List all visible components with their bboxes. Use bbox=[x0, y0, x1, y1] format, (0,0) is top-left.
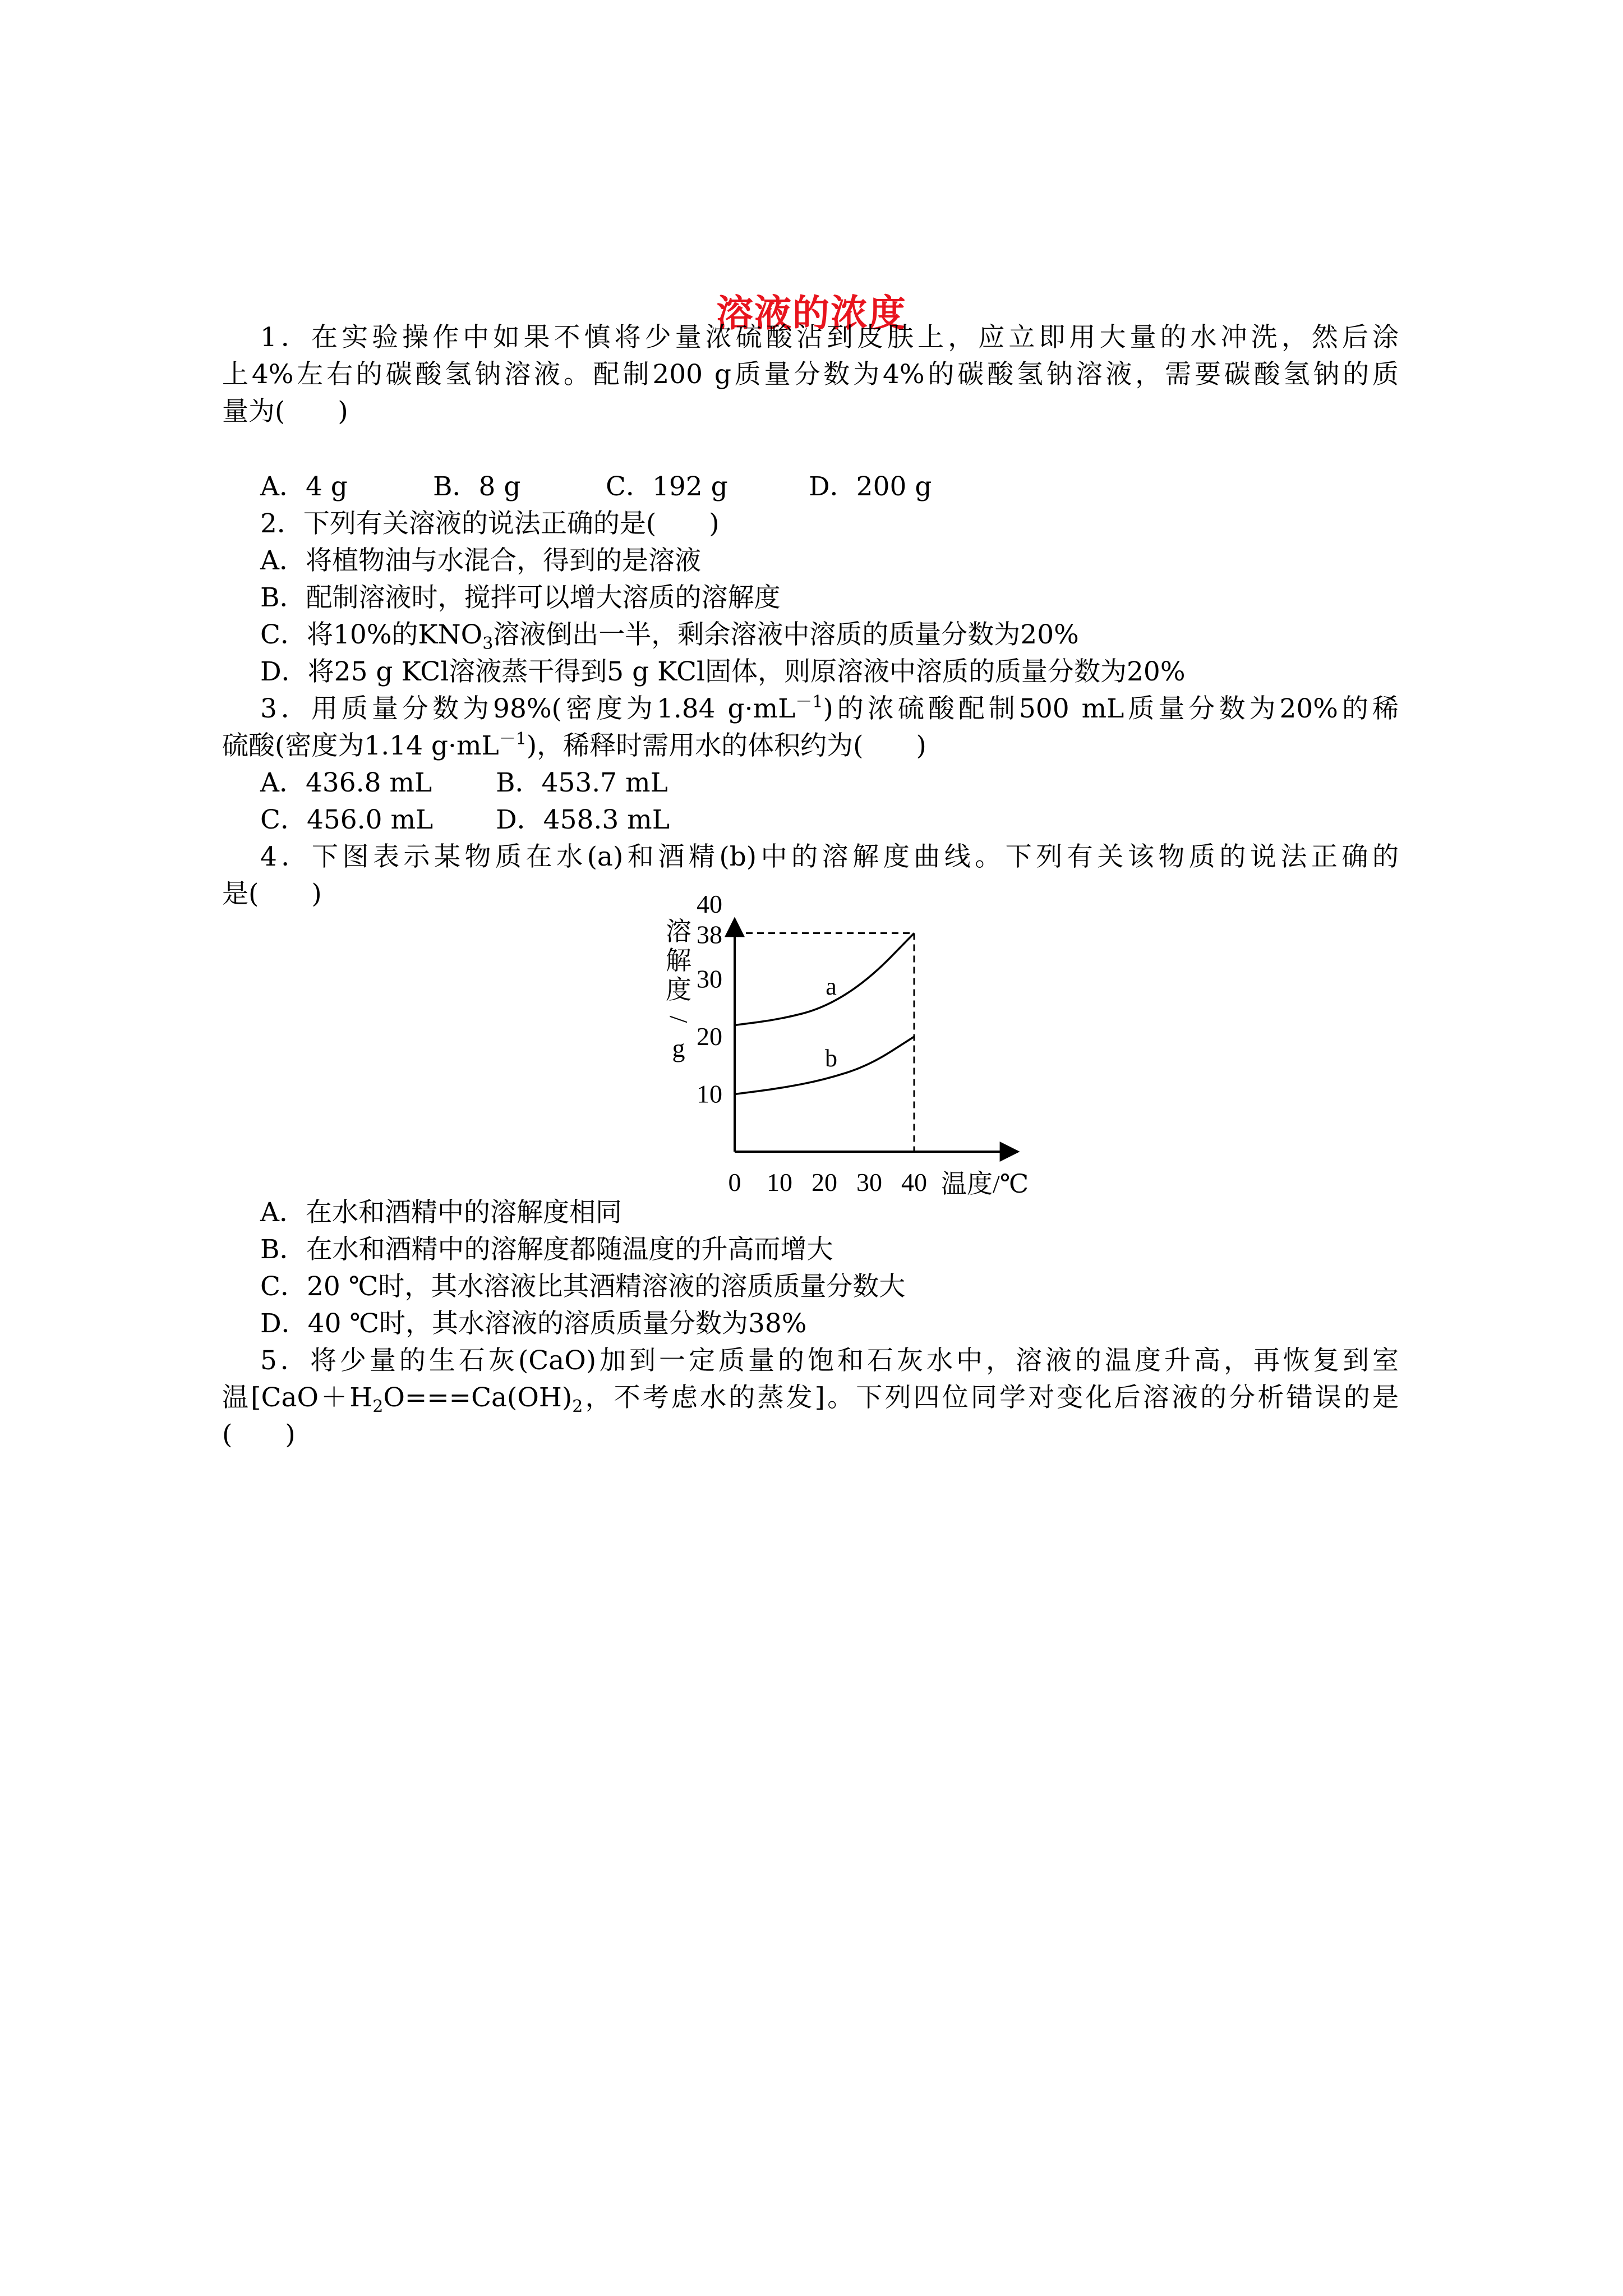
q3-option-d: D．458.3 mL bbox=[496, 804, 670, 835]
series-b-label: b bbox=[825, 1044, 837, 1072]
y-axis-label-char: g bbox=[672, 1034, 685, 1062]
q2-option-c: C．将10%的$KNO_3$溶液倒出一半，剩余溶液中溶质的质量分数为20% bbox=[260, 619, 1079, 654]
q1-option-d: D．200 g bbox=[809, 471, 932, 502]
series-a-label: a bbox=[826, 972, 837, 1000]
q1-options bbox=[260, 470, 932, 504]
q2-option-d: D．将25 g KCl溶液蒸干得到5 g KCl固体，则原溶液中溶质的质量分数为20% bbox=[260, 656, 1186, 687]
x-tick-label: 30 bbox=[856, 1168, 882, 1197]
y-tick-label: 40 bbox=[697, 890, 722, 918]
q4-option-a: A．在水和酒精中的溶解度相同 bbox=[260, 1197, 622, 1228]
q1-option-a: A．4 g bbox=[260, 471, 348, 502]
q2-option-a: A．将植物油与水混合，得到的是溶液 bbox=[260, 545, 701, 576]
q1-line1: 1．在实验操作中如果不慎将少量浓硫酸沾到皮肤上，应立即用大量的水冲洗，然后涂 bbox=[260, 322, 1399, 353]
q2-option-b: B．配制溶液时，搅拌可以增大溶质的溶解度 bbox=[260, 582, 781, 613]
y-tick-label: 10 bbox=[697, 1079, 722, 1108]
q5-line2: 温[$CaO+H_2O===Ca(OH)_2$，不考虑水的蒸发]。下列四位同学对变化后溶液的分析错误的是 bbox=[222, 1382, 1399, 1416]
q4-option-c: C．20 ℃时，其水溶液比其酒精溶液的溶质质量分数大 bbox=[260, 1271, 906, 1302]
q1-option-c: C．192 g bbox=[606, 471, 728, 502]
q3-line2: 硫酸(密度为1.14 $g\cdot mL^{-1}$)，稀释时需用水的体积约为( ) bbox=[222, 729, 926, 761]
y-axis-label-char: 溶 bbox=[666, 917, 691, 946]
series-b-line bbox=[735, 1037, 914, 1094]
y-axis-label-char: 解 bbox=[666, 946, 691, 975]
page-title: 溶液的浓度 bbox=[716, 292, 907, 335]
x-tick-label: 0 bbox=[728, 1168, 741, 1197]
q1-option-b: B．8 g bbox=[433, 471, 521, 502]
q4-option-d: D．40 ℃时，其水溶液的溶质质量分数为38% bbox=[260, 1308, 807, 1339]
q3-option-b: B．453.7 mL bbox=[496, 767, 668, 798]
q3-line1: 3．用质量分数为98%(密度为1.84 $g\cdot mL^{-1}$)的浓硫酸配制500 mL质量分数为20%的稀 bbox=[260, 692, 1399, 724]
y-tick-label: 20 bbox=[697, 1022, 722, 1051]
q5-line3: ( ) bbox=[222, 1419, 296, 1450]
q3-options-ab bbox=[260, 766, 668, 800]
q1-line3: 量为( ) bbox=[222, 396, 348, 427]
x-tick-label: 10 bbox=[767, 1168, 792, 1197]
solubility-chart bbox=[656, 890, 1060, 1199]
x-tick-label: 40 bbox=[901, 1168, 927, 1197]
q2-stem: 2．下列有关溶液的说法正确的是( ) bbox=[260, 508, 720, 539]
series-a-line bbox=[735, 933, 914, 1025]
y-axis-label-char: / bbox=[665, 1015, 693, 1023]
q3-option-c: C．456.0 mL bbox=[260, 804, 434, 835]
q4-line1: 4．下图表示某物质在水(a)和酒精(b)中的溶解度曲线。下列有关该物质的说法正确的 bbox=[260, 841, 1399, 872]
x-axis-label: 温度/℃ bbox=[941, 1170, 1029, 1198]
y-tick-label: 30 bbox=[697, 964, 722, 993]
y-tick-label: 38 bbox=[697, 920, 722, 949]
q3-options-cd bbox=[260, 803, 670, 837]
q1-line2: 上4%左右的碳酸氢钠溶液。配制200 g质量分数为4%的碳酸氢钠溶液，需要碳酸氢钠的质 bbox=[222, 359, 1399, 390]
q5-line1: 5．将少量的生石灰(CaO)加到一定质量的饱和石灰水中，溶液的温度升高，再恢复到室 bbox=[260, 1345, 1399, 1376]
q4-option-b: B．在水和酒精中的溶解度都随温度的升高而增大 bbox=[260, 1234, 833, 1265]
y-axis-label bbox=[665, 917, 693, 1062]
x-tick-label: 20 bbox=[811, 1168, 837, 1197]
q4-line2: 是( ) bbox=[222, 878, 322, 909]
q3-option-a: A．436.8 mL bbox=[260, 767, 432, 798]
y-axis-label-char: 度 bbox=[666, 976, 691, 1004]
